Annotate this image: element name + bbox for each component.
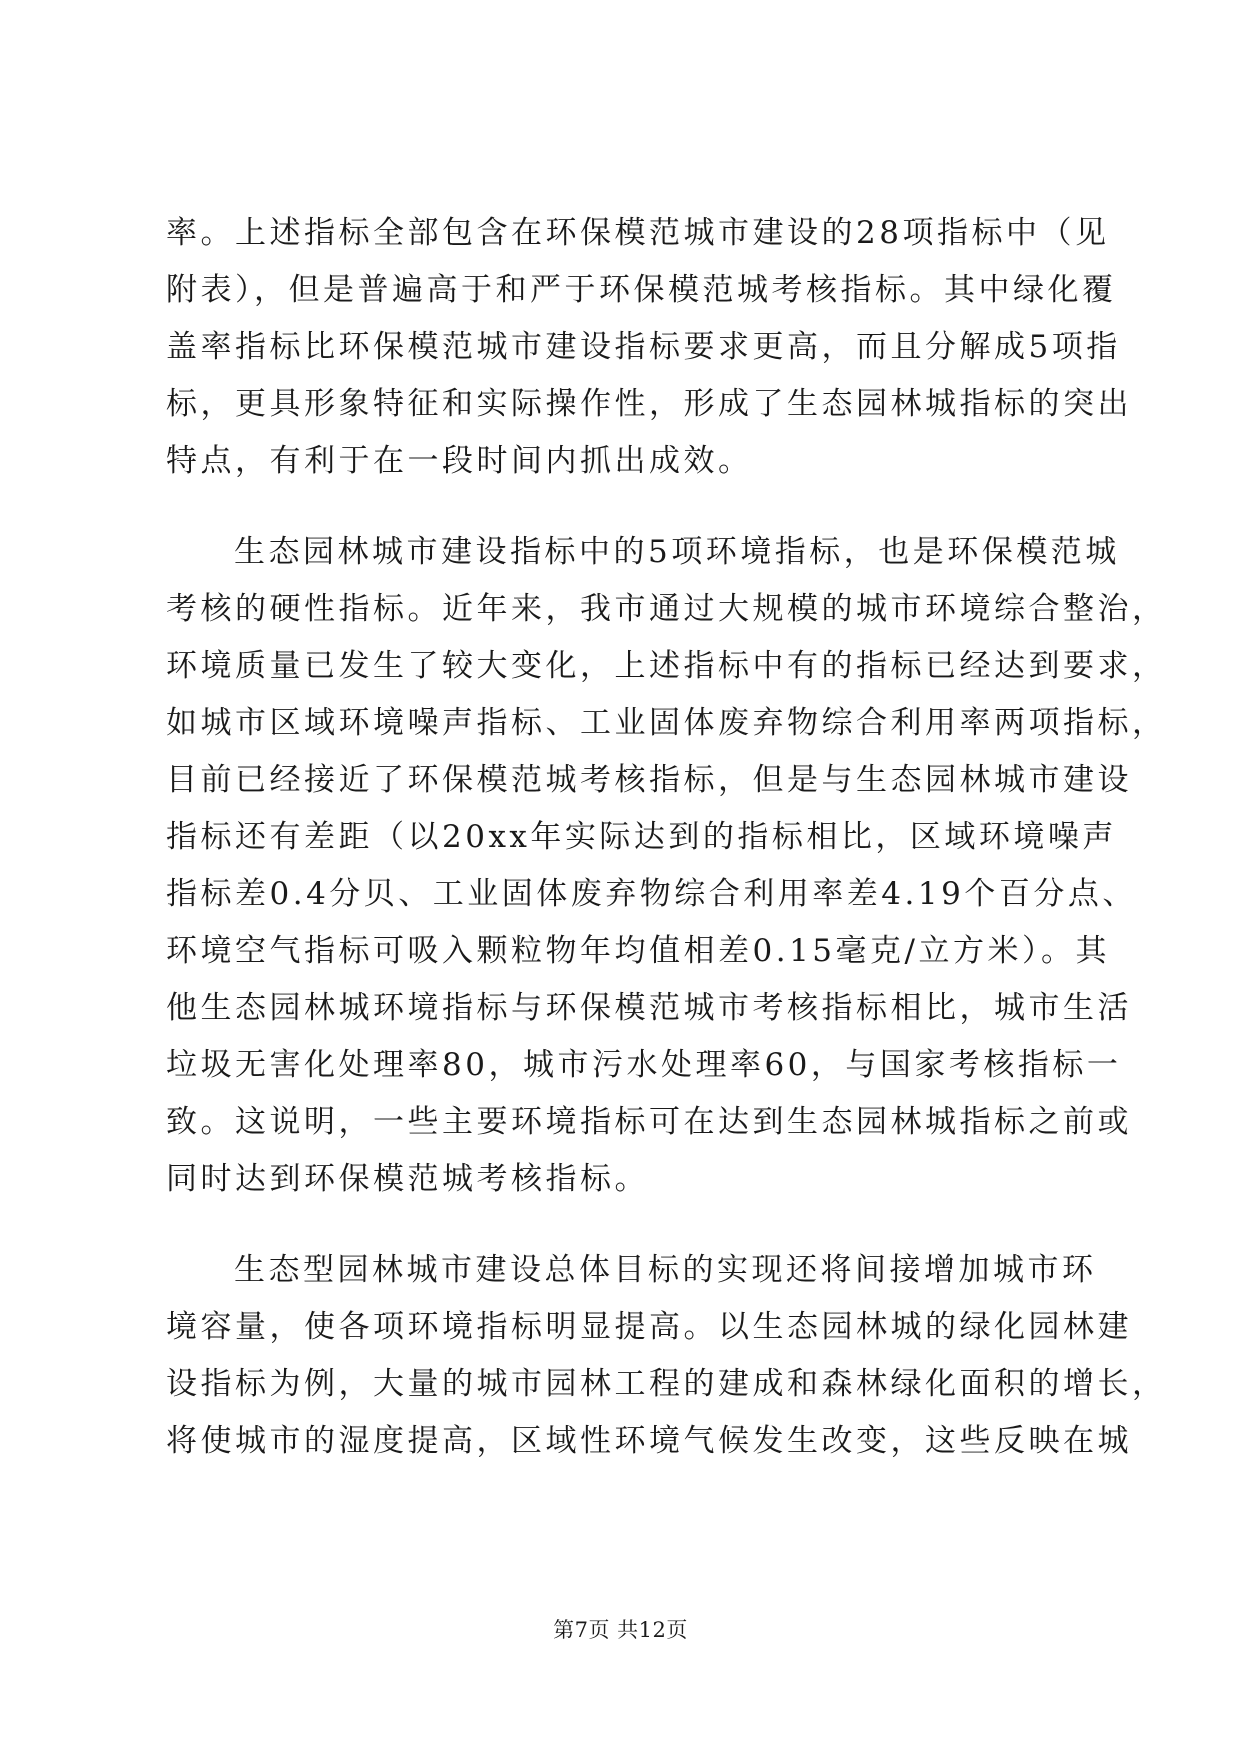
page-number-footer: 第7页 共12页: [553, 1618, 688, 1642]
text-line: 如城市区域环境噪声指标、工业固体废弃物综合利用率两项指标，: [166, 705, 1167, 741]
text-line: 设指标为例，大量的城市园林工程的建成和森林绿化面积的增长，: [166, 1366, 1167, 1402]
text-line: 境容量，使各项环境指标明显提高。以生态园林城的绿化园林建: [166, 1309, 1132, 1345]
text-line: 将使城市的湿度提高，区域性环境气候发生改变，这些反映在城: [166, 1423, 1132, 1459]
text-line: 环境质量已发生了较大变化，上述指标中有的指标已经达到要求，: [166, 648, 1167, 684]
text-line: 特点，有利于在一段时间内抓出成效。: [166, 443, 753, 479]
text-line: 他生态园林城环境指标与环保模范城市考核指标相比，城市生活: [166, 990, 1132, 1026]
text-line: 考核的硬性指标。近年来，我市通过大规模的城市环境综合整治，: [166, 591, 1167, 627]
text-line: 环境空气指标可吸入颗粒物年均值相差0.15毫克/立方米）。其: [166, 933, 1110, 969]
text-line: 指标还有差距（以20xx年实际达到的指标相比，区域环境噪声: [166, 819, 1117, 855]
text-line: 盖率指标比环保模范城市建设指标要求更高，而且分解成5项指: [166, 329, 1121, 365]
text-line: 指标差0.4分贝、工业固体废弃物综合利用率差4.19个百分点、: [166, 876, 1137, 912]
paragraph-first-line: 生态型园林城市建设总体目标的实现还将间接增加城市环: [234, 1252, 1097, 1288]
text-line: 致。这说明，一些主要环境指标可在达到生态园林城指标之前或: [166, 1104, 1132, 1140]
text-line: 同时达到环保模范城考核指标。: [166, 1161, 649, 1197]
text-line: 目前已经接近了环保模范城考核指标，但是与生态园林城市建设: [166, 762, 1132, 798]
text-line: 标，更具形象特征和实际操作性，形成了生态园林城指标的突出: [166, 386, 1132, 422]
paragraph-first-line: 生态园林城市建设指标中的5项环境指标，也是环保模范城: [234, 534, 1120, 570]
text-line: 垃圾无害化处理率80，城市污水处理率60，与国家考核指标一: [166, 1047, 1122, 1083]
text-line: 率。上述指标全部包含在环保模范城市建设的28项指标中（见: [166, 215, 1110, 251]
text-line: 附表），但是普遍高于和严于环保模范城考核指标。其中绿化覆: [166, 272, 1117, 308]
